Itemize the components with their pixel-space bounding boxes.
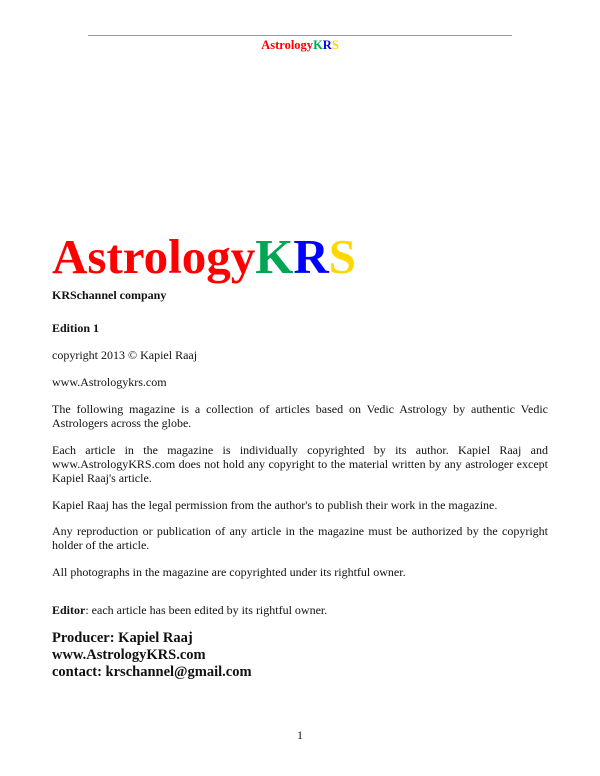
paragraph-permission: Kapiel Raaj has the legal permission from the author's to publish their work in the magazine. — [52, 498, 498, 512]
title-k: K — [255, 229, 294, 284]
paragraph-collection: The following magazine is a collection of articles based on Vedic Astrology by authentic Vedic Astrologers across the globe. — [52, 402, 548, 430]
header-title-s: S — [331, 38, 339, 52]
running-header — [0, 38, 600, 53]
producer-contact: contact: krschannel@gmail.com — [52, 664, 252, 680]
page-number: 1 — [297, 728, 303, 742]
producer-name: Producer: Kapiel Raaj — [52, 630, 193, 646]
title-r: R — [293, 229, 329, 284]
title-s: S — [328, 229, 357, 284]
edition-label: Edition 1 — [52, 321, 100, 335]
producer-website: www.AstrologyKRS.com — [52, 647, 206, 663]
paragraph-photographs: All photographs in the magazine are copyrighted under its rightful owner. — [52, 565, 406, 579]
editor-text: : each article has been edited by its rightful owner. — [85, 603, 328, 617]
paragraph-reproduction: Any reproduction or publication of any article in the magazine must be authorized by the copyright holder of the article. — [52, 524, 548, 552]
header-rule — [88, 35, 512, 36]
header-title-k: K — [313, 38, 323, 52]
document-title — [52, 229, 357, 284]
copyright-line: copyright 2013 © Kapiel Raaj — [52, 348, 198, 362]
title-main: Astrology — [52, 229, 256, 284]
header-title-main: Astrology — [261, 38, 314, 52]
paragraph-copyright: Each article in the magazine is individually copyrighted by its author. Kapiel Raaj and www.AstrologyKRS.com does not hold any copyright to the material written by any astrologer except Kapiel Raaj's article. — [52, 443, 548, 485]
editor-line — [52, 603, 548, 617]
header-title-r: R — [322, 38, 332, 52]
company-name: KRSchannel company — [52, 288, 167, 302]
website-line: www.Astrologykrs.com — [52, 375, 167, 389]
editor-label: Editor — [52, 603, 86, 617]
